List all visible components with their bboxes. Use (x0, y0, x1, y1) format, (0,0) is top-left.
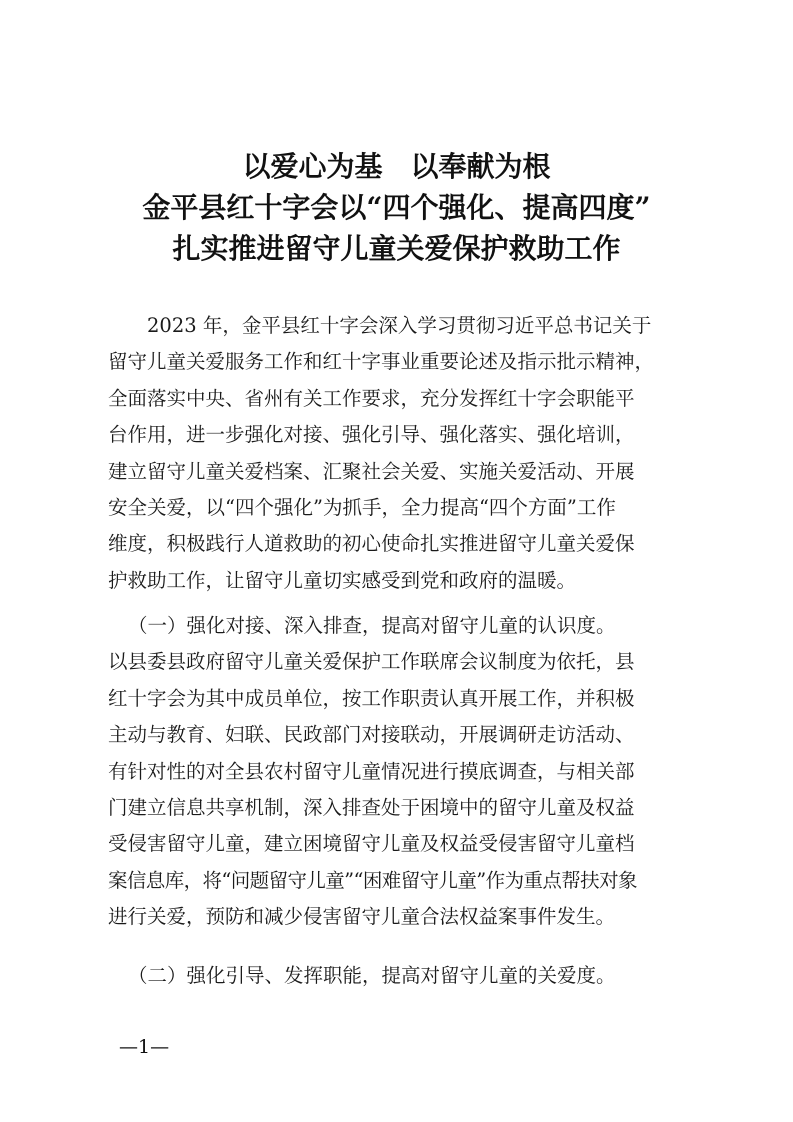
paragraph-line: 建立留守儿童关爱档案、汇聚社会关爱、实施关爱活动、开展 (108, 459, 635, 483)
paragraph-line: 进行关爱，预防和减少侵害留守儿童合法权益案事件发生。 (108, 905, 616, 929)
paragraph-line: 红十字会为其中成员单位，按工作职责认真开展工作，并积极 (108, 686, 635, 710)
paragraph-line: 安全关爱，以“四个强化”为抓手，全力提高“四个方面”工作 (108, 495, 616, 519)
section-heading: （二）强化引导、发挥职能，提高对留守儿童的关爱度。 (128, 964, 616, 987)
paragraph-line: 维度，积极践行人道救助的初心使命扎实推进留守儿童关爱保 (108, 532, 635, 556)
paragraph-line: 有针对性的对全县农村留守儿童情况进行摸底调查，与相关部 (108, 759, 635, 783)
paragraph-line: 主动与教育、妇联、民政部门对接联动，开展调研走访活动、 (108, 723, 635, 747)
paragraph-line: 以县委县政府留守儿童关爱保护工作联席会议制度为依托，县 (108, 650, 635, 674)
paragraph-line: 受侵害留守儿童，建立困境留守儿童及权益受侵害留守儿童档 (108, 832, 635, 856)
paragraph-line: 全面落实中央、省州有关工作要求，充分发挥红十字会职能平 (108, 386, 635, 410)
title-line-2: 金平县红十字会以“四个强化、提高四度” (142, 191, 651, 224)
paragraph-line: 门建立信息共享机制，深入排查处于困境中的留守儿童及权益 (108, 795, 635, 819)
section-2 (108, 958, 692, 994)
paragraph-line: 案信息库，将“问题留守儿童”“困难留守儿童”作为重点帮扶对象 (108, 868, 637, 892)
section-1 (108, 608, 692, 936)
section-heading: （一）强化对接、深入排查，提高对留守儿童的认识度。 (128, 614, 616, 637)
paragraph-line: 护救助工作，让留守儿童切实感受到党和政府的温暖。 (108, 568, 577, 592)
paragraph-line: 台作用，进一步强化对接、强化引导、强化落实、强化培训， (108, 423, 635, 447)
title-line-3: 扎实推进留守儿童关爱保护救助工作 (172, 232, 621, 265)
page-number: —1— (119, 1036, 170, 1058)
intro-paragraph (108, 308, 692, 608)
title-line-1: 以爱心为基 以奉献为根 (242, 150, 551, 183)
paragraph-line: 2023 年，金平县红十字会深入学习贯彻习近平总书记关于 (147, 314, 652, 337)
paragraph-line: 留守儿童关爱服务工作和红十字事业重要论述及指示批示精神， (108, 350, 655, 374)
